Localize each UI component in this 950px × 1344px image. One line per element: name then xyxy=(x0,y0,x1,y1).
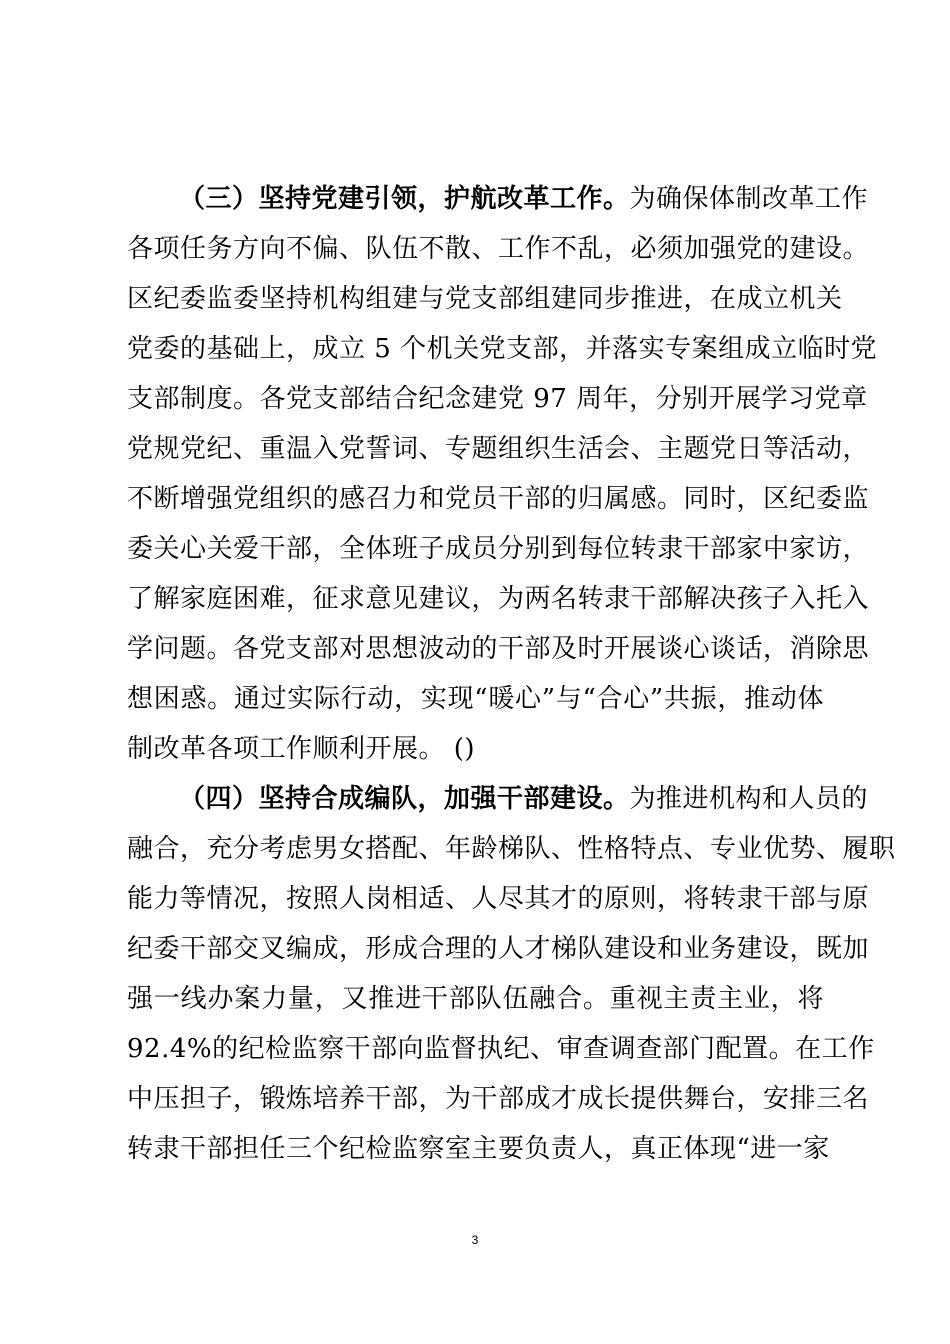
paragraph-3-line-10: 学问题。各党支部对思想波动的干部及时开展谈心谈话，消除思 xyxy=(127,634,870,664)
paragraph-3-line-4: 党委的基础上，成立 5 个机关党支部，并落实专案组成立临时党 xyxy=(127,334,878,364)
paragraph-4-heading: （四）坚持合成编队，加强干部建设。 xyxy=(179,784,630,814)
paragraph-3-line-2: 各项任务方向不偏、队伍不散、工作不乱，必须加强党的建设。 xyxy=(127,234,870,264)
paragraph-3-line-5: 支部制度。各党支部结合纪念建党 97 周年，分别开展学习党章 xyxy=(127,384,868,414)
paragraph-3-line-1 xyxy=(179,180,869,218)
paragraph-4-line-7: 中压担子，锻炼培养干部，为干部成才成长提供舞台，安排三名 xyxy=(127,1084,870,1114)
paragraph-3-line-11: 想困惑。通过实际行动，实现“暖心”与“合心”共振，推动体 xyxy=(127,684,824,714)
paragraph-3-line-6: 党规党纪、重温入党誓词、专题组织生活会、主题党日等活动， xyxy=(127,434,870,464)
paragraph-3-line-7: 不断增强党组织的感召力和党员干部的归属感。同时，区纪委监 xyxy=(127,484,870,514)
paragraph-3-line-1-text: 为确保体制改革工作 xyxy=(629,184,869,214)
paragraph-4-line-3: 能力等情况，按照人岗相适、人尽其才的原则，将转隶干部与原 xyxy=(127,884,870,914)
paragraph-4-line-2: 融合，充分考虑男女搭配、年龄梯队、性格特点、专业优势、履职 xyxy=(127,834,896,864)
paragraph-4-line-6: 92.4%的纪检监察干部向监督执纪、审查调查部门配置。在工作 xyxy=(127,1034,875,1064)
paragraph-3-line-9: 了解家庭困难，征求意见建议，为两名转隶干部解决孩子入托入 xyxy=(127,584,870,614)
paragraph-3-line-12: 制改革各项工作顺利开展。 () xyxy=(127,734,476,764)
page-number: 3 xyxy=(471,1233,479,1247)
paragraph-3-heading: （三）坚持党建引领，护航改革工作。 xyxy=(179,184,630,214)
paragraph-4-line-8: 转隶干部担任三个纪检监察室主要负责人，真正体现“进一家 xyxy=(127,1134,830,1164)
paragraph-4-line-1-text: 为推进机构和人员的 xyxy=(629,784,869,814)
paragraph-3-line-8: 委关心关爱干部，全体班子成员分别到每位转隶干部家中家访， xyxy=(127,534,870,564)
paragraph-3-line-3: 区纪委监委坚持机构组建与党支部组建同步推进，在成立机关 xyxy=(127,284,843,314)
paragraph-4-line-4: 纪委干部交叉编成，形成合理的人才梯队建设和业务建设，既加 xyxy=(127,934,870,964)
paragraph-4-line-5: 强一线办案力量，又推进干部队伍融合。重视主责主业，将 xyxy=(127,984,824,1014)
paragraph-4-line-1 xyxy=(179,780,869,818)
